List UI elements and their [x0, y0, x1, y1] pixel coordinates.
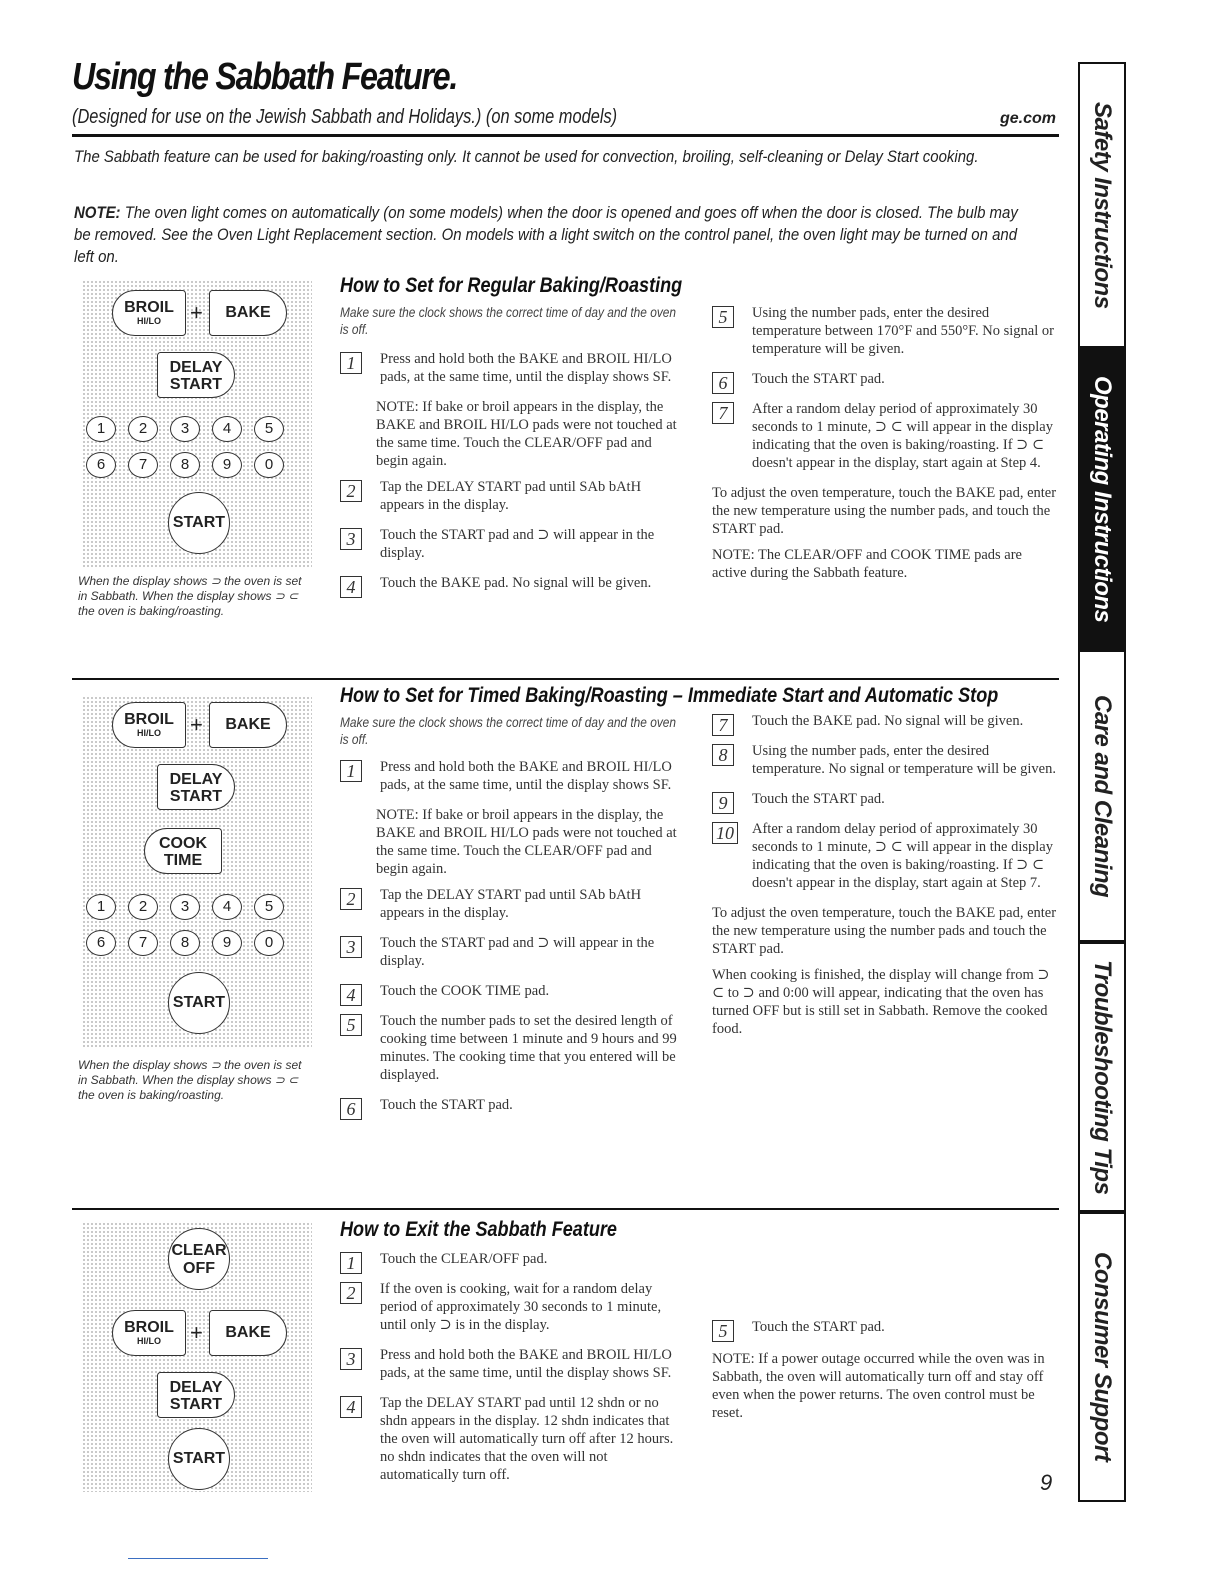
- digit-8-key: 8: [170, 452, 200, 478]
- digit-8-key: 8: [170, 930, 200, 956]
- step-number: 4: [340, 1396, 362, 1418]
- step: [340, 1096, 685, 1119]
- step: [712, 820, 1057, 892]
- step-number: 2: [340, 480, 362, 502]
- step-text: Tap the DELAY START pad until SAb bAtH appears in the display.: [380, 887, 642, 921]
- delay-start-key: DELAY START: [157, 352, 235, 398]
- display-caption: When the display shows ⊃ the oven is set in Sabbath. When the display shows ⊃ ⊂ the oven is baking/roasting.: [78, 574, 302, 618]
- display-caption: When the display shows ⊃ the oven is set in Sabbath. When the display shows ⊃ ⊂ the oven is baking/roasting.: [78, 1058, 302, 1102]
- note-text: NOTE: The CLEAR/OFF and COOK TIME pads are active during the Sabbath feature.: [712, 547, 1022, 581]
- section-2-left-column: [340, 758, 685, 1126]
- step: [340, 982, 685, 1005]
- keypad-illustration-2: [82, 696, 312, 1048]
- step-number: 8: [712, 744, 734, 766]
- broil-hilo-key: BROIL HI/LO: [112, 1310, 186, 1356]
- step-text: Using the number pads, enter the desired temperature. No signal or temperature will be given.: [752, 743, 1056, 777]
- digit-1-key: 1: [86, 416, 116, 442]
- step-text: Touch the CLEAR/OFF pad.: [380, 1251, 548, 1267]
- section-2-right-column: [712, 712, 1057, 1046]
- tab-label: Safety Instructions: [1089, 101, 1116, 309]
- step-number: 2: [340, 1282, 362, 1304]
- section-heading-regular-baking: How to Set for Regular Baking/Roasting: [340, 274, 683, 297]
- digit-4-key: 4: [212, 894, 242, 920]
- step-number: 10: [712, 822, 738, 844]
- step-number: 7: [712, 402, 734, 424]
- step-number: 6: [340, 1098, 362, 1120]
- section-3-right-column: [712, 1318, 1057, 1430]
- start-key: START: [168, 492, 230, 554]
- step-text: If the oven is cooking, wait for a random delay period of approximately 30 seconds to 1 minute, until only ⊃ is in the display.: [380, 1281, 662, 1333]
- step: [712, 370, 1057, 393]
- step: [340, 886, 685, 922]
- delay-start-key: DELAY START: [157, 1372, 235, 1418]
- step-text: Tap the DELAY START pad until SAb bAtH appears in the display.: [380, 479, 642, 513]
- step-text: Touch the START pad.: [380, 1097, 513, 1113]
- step: [712, 742, 1057, 778]
- digit-1-key: 1: [86, 894, 116, 920]
- page-title: Using the Sabbath Feature.: [72, 56, 458, 98]
- plus-sign: +: [190, 712, 203, 737]
- step-text: Press and hold both the BAKE and BROIL HI/LO pads, at the same time, until the display shows SF.: [380, 1347, 672, 1381]
- bake-key: BAKE: [209, 702, 287, 748]
- step: [712, 400, 1057, 472]
- step-number: 3: [340, 936, 362, 958]
- step-number: 5: [340, 1014, 362, 1036]
- digit-6-key: 6: [86, 452, 116, 478]
- step-number: 4: [340, 576, 362, 598]
- digit-5-key: 5: [254, 416, 284, 442]
- step-number: 3: [340, 1348, 362, 1370]
- section-1-right-column: [712, 304, 1057, 590]
- step-number: 5: [712, 1320, 734, 1342]
- step: [340, 1394, 685, 1484]
- section-heading-exit-sabbath: How to Exit the Sabbath Feature: [340, 1218, 617, 1241]
- step-number: 7: [712, 714, 734, 736]
- adjust-text: To adjust the oven temperature, touch the BAKE pad, enter the new temperature using the number pads and touch the START pad.: [712, 905, 1057, 957]
- intro-paragraph: The Sabbath feature can be used for baking/roasting only. It cannot be used for convection, broiling, self-cleaning or Delay Start cooking.: [74, 147, 979, 166]
- tab-care-and-cleaning[interactable]: [1078, 650, 1126, 942]
- step-text: After a random delay period of approximately 30 seconds to 1 minute, ⊃ ⊂ will appear in the display indicating that the oven is baking/roasting. If ⊃ ⊂ doesn't appear in the display, start again at Step 7.: [752, 821, 1053, 891]
- tab-troubleshooting-tips[interactable]: [1078, 942, 1126, 1212]
- step-number: 2: [340, 888, 362, 910]
- step: [340, 350, 685, 386]
- digit-0-key: 0: [254, 452, 284, 478]
- plus-sign: +: [190, 1320, 203, 1345]
- step-text: Touch the BAKE pad. No signal will be given.: [752, 713, 1024, 729]
- delay-start-key: DELAY START: [157, 764, 235, 810]
- start-key: START: [168, 1428, 230, 1490]
- bake-key: BAKE: [209, 1310, 287, 1356]
- section-divider: [72, 1208, 1059, 1210]
- step-number: 3: [340, 528, 362, 550]
- digit-2-key: 2: [128, 894, 158, 920]
- step: [340, 574, 685, 597]
- tab-label: Operating Instructions: [1089, 375, 1116, 623]
- keypad-illustration-3: [82, 1222, 312, 1492]
- tab-operating-instructions[interactable]: [1078, 348, 1126, 650]
- digit-6-key: 6: [86, 930, 116, 956]
- step: [340, 1012, 685, 1084]
- step: [340, 1280, 685, 1334]
- digit-7-key: 7: [128, 930, 158, 956]
- digit-3-key: 3: [170, 416, 200, 442]
- section-divider: [72, 678, 1059, 680]
- step-text: Touch the START pad.: [752, 791, 885, 807]
- broil-hilo-key: BROIL HI/LO: [112, 702, 186, 748]
- note-text: NOTE: If a power outage occurred while the oven was in Sabbath, the oven will automatically turn off and stay off even when the power returns. The oven control must be reset.: [712, 1351, 1045, 1421]
- intro-note: [74, 202, 1024, 268]
- cook-time-key: COOK TIME: [144, 828, 222, 874]
- step: [712, 304, 1057, 358]
- note-text: NOTE: If bake or broil appears in the display, the BAKE and BROIL HI/LO pads were not touched at the same time. Touch the CLEAR/OFF pad and begin again.: [376, 807, 677, 877]
- tab-safety-instructions[interactable]: [1078, 62, 1126, 348]
- digit-9-key: 9: [212, 452, 242, 478]
- step-text: Touch the START pad.: [752, 1319, 885, 1335]
- tab-label: Troubleshooting Tips: [1089, 959, 1116, 1195]
- plus-sign: +: [190, 300, 203, 325]
- digit-7-key: 7: [128, 452, 158, 478]
- digit-0-key: 0: [254, 930, 284, 956]
- step-text: Touch the COOK TIME pad.: [380, 983, 550, 999]
- step-text: Press and hold both the BAKE and BROIL HI/LO pads, at the same time, until the display shows SF.: [380, 759, 672, 793]
- page-number: 9: [1040, 1470, 1053, 1495]
- step: [712, 1318, 1057, 1341]
- note-text: NOTE: If bake or broil appears in the display, the BAKE and BROIL HI/LO pads were not touched at the same time. Touch the CLEAR/OFF pad and begin again.: [376, 399, 677, 469]
- finish-text: When cooking is finished, the display will change from ⊃ ⊂ to ⊃ and 0:00 will appear, indicating that the oven has turned OFF but is still set in Sabbath. Remove the cooked food.: [712, 967, 1050, 1037]
- step: [340, 934, 685, 970]
- step-number: 4: [340, 984, 362, 1006]
- lead-note: Make sure the clock shows the correct time of day and the oven is off.: [340, 304, 677, 337]
- step-text: Touch the START pad and ⊃ will appear in the display.: [380, 935, 655, 969]
- step-number: 6: [712, 372, 734, 394]
- step-number: 1: [340, 352, 362, 374]
- side-tabs: [1078, 62, 1126, 1502]
- lead-note: Make sure the clock shows the correct time of day and the oven is off.: [340, 714, 677, 747]
- step-text: Touch the START pad.: [752, 371, 885, 387]
- digit-4-key: 4: [212, 416, 242, 442]
- section-1-left-column: [340, 350, 685, 604]
- start-key: START: [168, 972, 230, 1034]
- tab-label: Care and Cleaning: [1089, 694, 1116, 898]
- section-3-left-column: [340, 1250, 685, 1496]
- digit-2-key: 2: [128, 416, 158, 442]
- header-rule: [72, 134, 1059, 137]
- step: [340, 1346, 685, 1382]
- step-text: Using the number pads, enter the desired temperature between 170°F and 550°F. No signal or temperature will be given.: [752, 305, 1054, 357]
- step-text: After a random delay period of approximately 30 seconds to 1 minute, ⊃ ⊂ will appear in the display indicating that the oven is baking/roasting. If ⊃ ⊂ doesn't appear in the display, start again at Step 4.: [752, 401, 1053, 471]
- step-number: 5: [712, 306, 734, 328]
- intro-note-text: The oven light comes on automatically (on some models) when the door is opened and goes off when the door is closed. The bulb may be removed. See the Oven Light Replacement section. On models with a light switch on the control panel, the oven light may be turned on and left on.: [74, 203, 1018, 266]
- footer-line: [128, 1558, 268, 1559]
- digit-3-key: 3: [170, 894, 200, 920]
- digit-9-key: 9: [212, 930, 242, 956]
- tab-consumer-support[interactable]: [1078, 1212, 1126, 1502]
- step-text: Touch the number pads to set the desired length of cooking time between 1 minute and 9 hours and 99 minutes. The cooking time that you entered will be displayed.: [380, 1013, 677, 1083]
- digit-5-key: 5: [254, 894, 284, 920]
- step: [712, 712, 1057, 735]
- step-number: 1: [340, 760, 362, 782]
- bake-key: BAKE: [209, 290, 287, 336]
- broil-hilo-key: BROIL HI/LO: [112, 290, 186, 336]
- adjust-text: To adjust the oven temperature, touch the BAKE pad, enter the new temperature using the number pads, and touch the START pad.: [712, 485, 1057, 537]
- step: [340, 758, 685, 794]
- keypad-illustration-1: [82, 280, 312, 568]
- step: [340, 526, 685, 562]
- step-text: Touch the START pad and ⊃ will appear in the display.: [380, 527, 655, 561]
- tab-label: Consumer Support: [1089, 1252, 1116, 1462]
- section-heading-timed-baking: How to Set for Timed Baking/Roasting – Immediate Start and Automatic Stop: [340, 684, 999, 707]
- step-number: 9: [712, 792, 734, 814]
- step: [340, 478, 685, 514]
- clear-off-key: CLEAR OFF: [168, 1228, 230, 1290]
- step-number: 1: [340, 1252, 362, 1274]
- step: [712, 790, 1057, 813]
- page-subtitle: (Designed for use on the Jewish Sabbath and Holidays.) (on some models): [72, 106, 618, 128]
- note-label: NOTE:: [74, 203, 121, 222]
- site-link[interactable]: ge.com: [999, 110, 1056, 127]
- step-text: Press and hold both the BAKE and BROIL HI/LO pads, at the same time, until the display shows SF.: [380, 351, 672, 385]
- step-text: Tap the DELAY START pad until 12 shdn or no shdn appears in the display. 12 shdn indicates that the oven will automatically turn off after 12 hours. no shdn indicates that the oven will not automatically turn off.: [380, 1395, 674, 1483]
- step: [340, 1250, 685, 1273]
- step-text: Touch the BAKE pad. No signal will be given.: [380, 575, 652, 591]
